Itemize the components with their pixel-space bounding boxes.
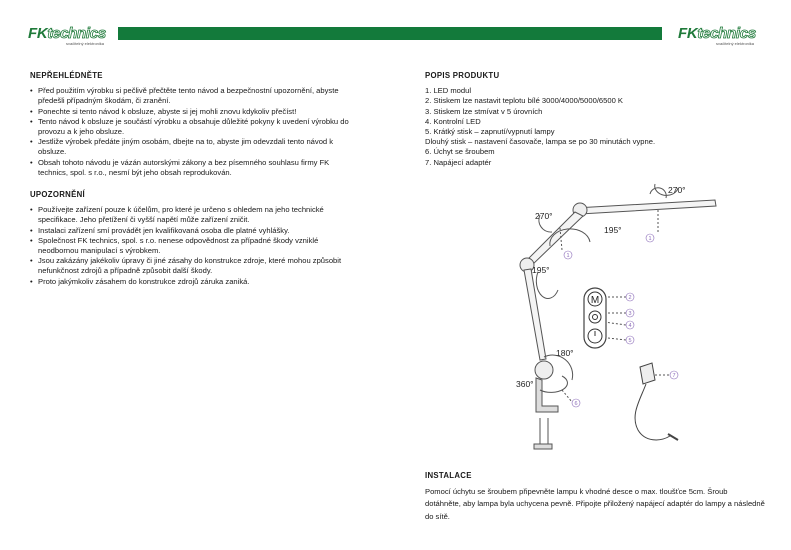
callout-number: 4 [628, 323, 632, 329]
brand-logo-right: FKtechnics svačitelný elektronika [678, 25, 756, 46]
angle-label: 270° [535, 211, 553, 221]
angle-label: 270° [668, 185, 686, 195]
brand-logo-left: FKtechnics svačitelný elektronika [28, 25, 106, 46]
list-item: 7. Napájecí adaptér [425, 157, 492, 167]
cautions-list [30, 205, 360, 287]
list-sub-item: Dlouhý stisk – nastavení časovače, lampa se po 30 minutách vypne. [425, 137, 656, 147]
list-item: • Proto jakýmkoliv zásahem do konstrukce zdrojů záruka zaniká. [30, 277, 360, 287]
right-column [425, 71, 765, 168]
list-item: • Jsou zakázány jakékoliv úpravy či jiné zásahy do konstrukce zdroje, které mohou způsobit nefunkčnost zdrojů a případně způsobit další škody. [30, 256, 360, 276]
callout-number: 7 [672, 373, 676, 379]
callout-number: 1 [566, 253, 570, 259]
list-item: 2. Stiskem lze nastavit teplotu bílé 3000/4000/5000/6500 K [425, 96, 623, 106]
list-item: • Před použitím výrobku si pečlivě přečtěte tento návod a bezpečnostní upozornění, abyste předešli případným škodám, či zranění. [30, 86, 360, 106]
callout-number: 3 [628, 311, 632, 317]
control-panel [584, 288, 606, 348]
header-bar [118, 27, 662, 40]
list-item: • Používejte zařízení pouze k účelům, pro které je určeno s ohledem na jeho technické specifikace. Jeho přetížení či vyšší napětí může zařízení zničit. [30, 205, 360, 225]
warnings-list [30, 86, 360, 178]
list-item: • Ponechte si tento návod k obsluze, abyste si jej mohli znovu kdykoliv přečíst! [30, 107, 360, 117]
list-item: • Obsah tohoto návodu je vázán autorskými zákony a bez písemného souhlasu firmy FK technics, spol. s r.o., nesmí být jeho obsah reprodukován. [30, 158, 360, 178]
list-item: 4. Kontrolní LED [425, 116, 481, 126]
list-item: 3. Stiskem lze stmívat v 5 úrovních [425, 106, 543, 116]
list-item: • Instalaci zařízení smí provádět jen kvalifikovaná osoba dle platné vyhlášky. [30, 226, 360, 236]
install-section [425, 471, 765, 523]
list-item: 6. Úchyt se šroubem [425, 147, 495, 157]
install-title: INSTALACE [425, 471, 472, 480]
mode-icon: M [590, 295, 600, 306]
callout-number: 1 [648, 236, 652, 242]
angle-label: 195° [604, 225, 622, 235]
angle-label: 195° [532, 265, 550, 275]
list-item: 1. LED modul [425, 86, 472, 96]
angle-label: 180° [556, 348, 574, 358]
warnings-title: NEPŘEHLÉDNĚTE [30, 71, 103, 80]
callout-number: 5 [628, 338, 632, 344]
cautions-title: UPOZORNĚNÍ [30, 190, 85, 200]
angle-label: 360° [516, 379, 534, 389]
left-column [30, 71, 360, 287]
lamp-diagram [500, 180, 730, 460]
callout-number: 6 [574, 401, 578, 407]
dimmer-icon [589, 311, 601, 323]
product-title: POPIS PRODUKTU [425, 71, 500, 80]
list-item: • Společnost FK technics, spol. s r.o. nenese odpovědnost za případné škody vzniklé neodbornou manipulací s výrobkem. [30, 236, 360, 256]
list-item: • Tento návod k obsluze je součástí výrobku a obsahuje důležité pokyny k uvedení výrobku do provozu a k jeho obsluze. [30, 117, 360, 137]
list-item: 5. Krátký stisk – zapnutí/vypnutí lampy [425, 127, 555, 137]
callout-number: 2 [628, 295, 632, 301]
list-item: • Jestliže výrobek předáte jiným osobám, dbejte na to, abyste jim odevzdali tento návod k obsluze. [30, 137, 360, 157]
install-text: Pomocí úchytu se šroubem připevněte lampu k vhodné desce o max. tloušťce 5cm. Šroub dotáhněte, aby lampa byla uchycena pevně. Připojte přiložený napájecí adaptér do lampy a následně do sítě. [425, 487, 765, 521]
product-list [425, 86, 765, 168]
